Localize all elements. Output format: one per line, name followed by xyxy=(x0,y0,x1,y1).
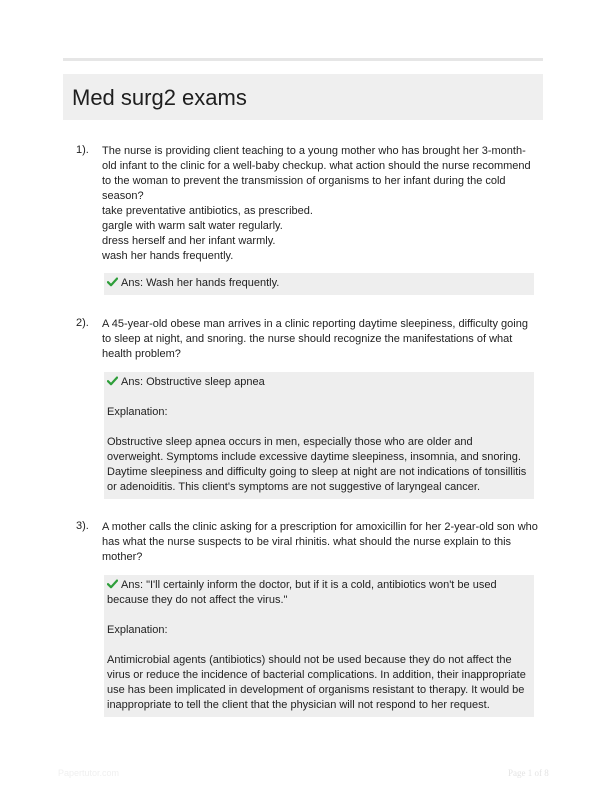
page-number: Page 1 of 8 xyxy=(508,768,549,778)
answer-text: Ans: Obstructive sleep apnea xyxy=(121,376,265,388)
option-item: take preventative antibiotics, as prescribed. xyxy=(102,205,313,217)
check-icon xyxy=(107,277,118,287)
question-text: A mother calls the clinic asking for a prescription for amoxicillin for her 2-year-old son who has what the nurse suspects to be viral rhinitis. what should the nurse explain to this mother? xyxy=(102,521,538,563)
question-number: 3). xyxy=(76,520,89,532)
explanation-text: Obstructive sleep apnea occurs in men, especially those who are older and overweight. Symptoms include excessive daytime sleepiness, insomnia, and snoring. Daytime sleepiness and difficulty going to sleep at night are not indications of tonsillitis or adenoiditis. This client's symptoms are not suggestive of laryngeal cancer. xyxy=(107,436,527,493)
explanation-label: Explanation: xyxy=(107,406,168,418)
option-item: gargle with warm salt water regularly. xyxy=(102,220,283,232)
question-text: A 45-year-old obese man arrives in a clinic reporting daytime sleepiness, difficulty going to sleep at night, and snoring. the nurse should recognize the manifestations of what health problem? xyxy=(102,318,528,360)
top-divider xyxy=(63,58,543,61)
question-number: 2). xyxy=(76,317,89,329)
question-text: The nurse is providing client teaching to a young mother who has brought her 3-month-old infant to the clinic for a well-baby checkup. what action should the nurse recommend to the woman to prevent the transmission of organisms to her infant during the cold season? xyxy=(102,145,531,202)
answer-box xyxy=(104,575,534,717)
explanation-label: Explanation: xyxy=(107,624,168,636)
check-icon xyxy=(107,579,118,589)
answer-text: Ans: "I'll certainly inform the doctor, but if it is a cold, antibiotics won't be used because they do not affect the virus." xyxy=(107,579,497,606)
page-title: Med surg2 exams xyxy=(72,85,247,110)
answer-box xyxy=(104,372,534,499)
option-list xyxy=(102,204,532,264)
option-item: wash her hands frequently. xyxy=(102,250,234,262)
question-number: 1). xyxy=(76,144,89,156)
check-icon xyxy=(107,376,118,386)
answer-box xyxy=(104,273,534,295)
option-item: dress herself and her infant warmly. xyxy=(102,235,276,247)
explanation-text: Antimicrobial agents (antibiotics) should not be used because they do not affect the virus or reduce the incidence of bacterial complications. In addition, their inappropriate use has been implicated in development of organisms resistant to therapy. It would be inappropriate to tell the client that the physician will not respond to her request. xyxy=(107,654,526,711)
footer-watermark: Papertutor.com xyxy=(58,768,120,778)
answer-text: Ans: Wash her hands frequently. xyxy=(121,277,280,289)
title-bar xyxy=(63,74,543,120)
